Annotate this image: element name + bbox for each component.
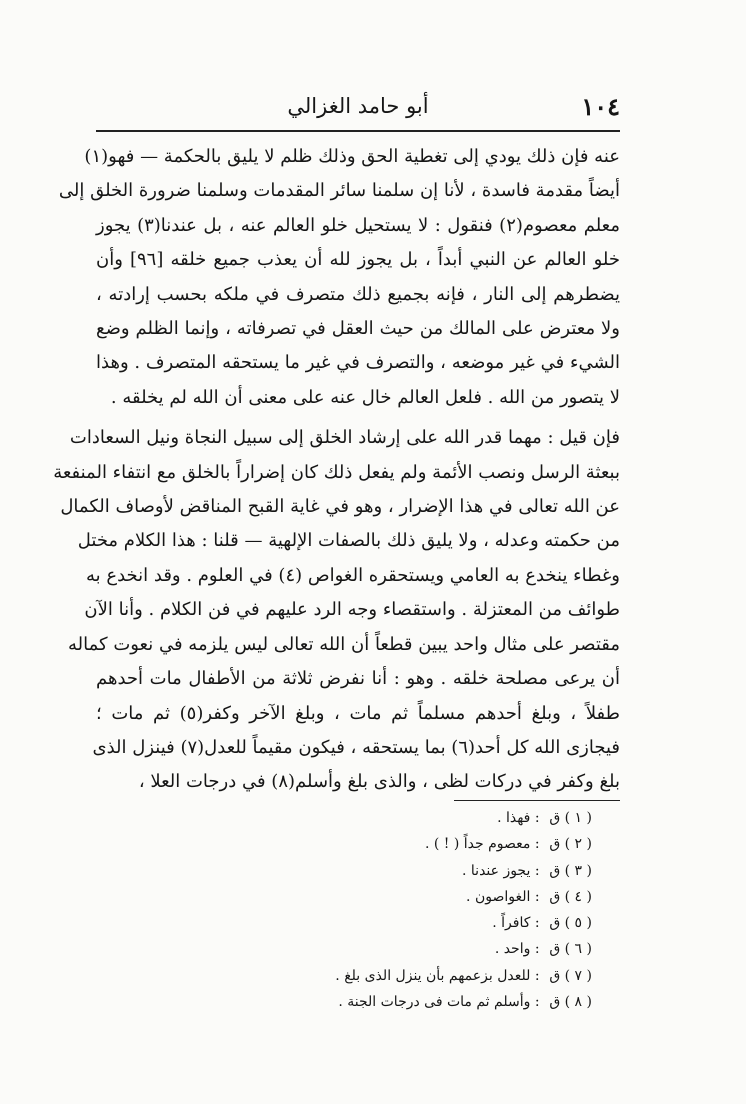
text-line: ببعثة الرسل ونصب الأئمة ولم يفعل ذلك كان إضراراً بالخلق مع انتفاء المنفعة xyxy=(53,461,620,483)
paragraph-2 xyxy=(53,421,620,799)
footnote-number: ( ١ ) ق xyxy=(549,810,592,826)
text-line: عن الله تعالى في هذا الإضرار ، وهو في غاية القبح المناقض لأوصاف الكمال xyxy=(60,496,620,518)
footnote-number: ( ٤ ) ق xyxy=(549,888,592,905)
footnote xyxy=(200,831,592,857)
footnote xyxy=(200,963,592,989)
footnote xyxy=(200,858,592,884)
text-line: ولا معترض على المالك من حيث العقل في تصرفاته ، وإنما الظلم وضع xyxy=(96,318,620,340)
footnote-rule xyxy=(454,800,620,801)
footnote-number: ( ٧ ) ق xyxy=(549,967,592,984)
footnote-text: : وأسلم ثم مات فى درجات الجنة . xyxy=(338,994,540,1011)
text-line: عنه فإن ذلك يودي إلى تغطية الحق وذلك ظلم لا يليق بالحكمة — فهو(١) xyxy=(84,146,620,167)
text-line: خلو العالم عن النبي أبداً ، بل يجوز لله أن يعذب جميع خلقه [٩٦] وأن xyxy=(96,249,620,271)
text-line: يضطرهم إلى النار ، فإنه بجميع ذلك متصرف في ملكه بحسب إرادته ، xyxy=(96,283,620,305)
text-line: فيجازى الله كل أحد(٦) بما يستحقه ، فيكون مقيماً للعدل(٧) فينزل الذى xyxy=(92,736,620,758)
text-line: أيضاً مقدمة فاسدة ، لأنا إن سلمنا سائر المقدمات وسلمنا ضرورة الخلق إلى xyxy=(58,180,620,202)
footnote-text: : واحد . xyxy=(494,941,540,958)
footnote xyxy=(200,989,592,1015)
footnote-number: ( ٢ ) ق xyxy=(549,836,592,853)
footnote-number: ( ٥ ) ق xyxy=(549,915,592,932)
text-line: الشيء في غير موضعه ، والتصرف في غير ما يستحقه المتصرف . وهذا xyxy=(96,352,620,374)
text-line: بلغ وكفر في دركات لظى ، والذى بلغ وأسلم(٨) في درجات العلا ، xyxy=(138,771,620,793)
footnote-text: : الغواصون . xyxy=(466,888,540,905)
text-line: من حكمته وعدله ، ولا يليق ذلك بالصفات الإلهية — قلنا : هذا الكلام مختل xyxy=(77,530,620,552)
page-header xyxy=(96,90,620,128)
footnote-number: ( ٨ ) ق xyxy=(549,994,592,1011)
header-rule xyxy=(96,130,620,132)
text-line: فإن قيل : مهما قدر الله على إرشاد الخلق إلى سبيل النجاة ونيل السعادات xyxy=(69,427,620,449)
footnote-text: : يجوز عندنا . xyxy=(462,862,540,879)
footnote-number: ( ٣ ) ق xyxy=(549,862,592,879)
footnote xyxy=(200,910,592,936)
running-title: أبو حامد الغزالي xyxy=(287,94,429,118)
footnote-text: : فهذا . xyxy=(497,810,540,826)
footnote xyxy=(200,936,592,962)
text-line: وغطاء ينخدع به العامي ويستحقره الغواص (٤) في العلوم . وقد انخدع به xyxy=(85,564,620,586)
footnote-text: : كافراً . xyxy=(492,915,540,932)
text-line: لا يتصور من الله . فلعل العالم خال عنه على معنى أن الله لم يخلقه . xyxy=(110,386,620,408)
paragraph-1 xyxy=(58,140,620,415)
main-text xyxy=(53,140,620,800)
text-line: طفلاً ، وبلغ أحدهم مسلماً ثم مات ، وبلغ الآخر وكفر(٥) ثم مات ؛ xyxy=(96,702,620,724)
page-number: ١٠٤ xyxy=(581,92,620,121)
footnote-number: ( ٦ ) ق xyxy=(549,941,592,958)
text-line: طوائف من المعتزلة . واستقصاء وجه الرد عليهم في فن الكلام . وأنا الآن xyxy=(84,599,620,621)
text-line: معلم معصوم(٢) فنقول : لا يستحيل خلو العالم عنه ، بل عندنا(٣) يجوز xyxy=(96,214,620,236)
footnote-text: : معصوم جداً ( ! ) . xyxy=(424,836,540,853)
footnote xyxy=(200,805,592,831)
text-line: أن يرعى مصلحة خلقه . وهو : أنا نفرض ثلاثة من الأطفال مات أحدهم xyxy=(96,668,620,690)
text-line: مقتصر على مثال واحد يبين قطعاً أن الله تعالى ليس يلزمه في نعوت كماله xyxy=(68,633,620,655)
footnote-text: : للعدل بزعمهم بأن ينزل الذى بلغ . xyxy=(335,967,540,984)
footnotes xyxy=(200,805,592,1015)
footnote xyxy=(200,884,592,910)
